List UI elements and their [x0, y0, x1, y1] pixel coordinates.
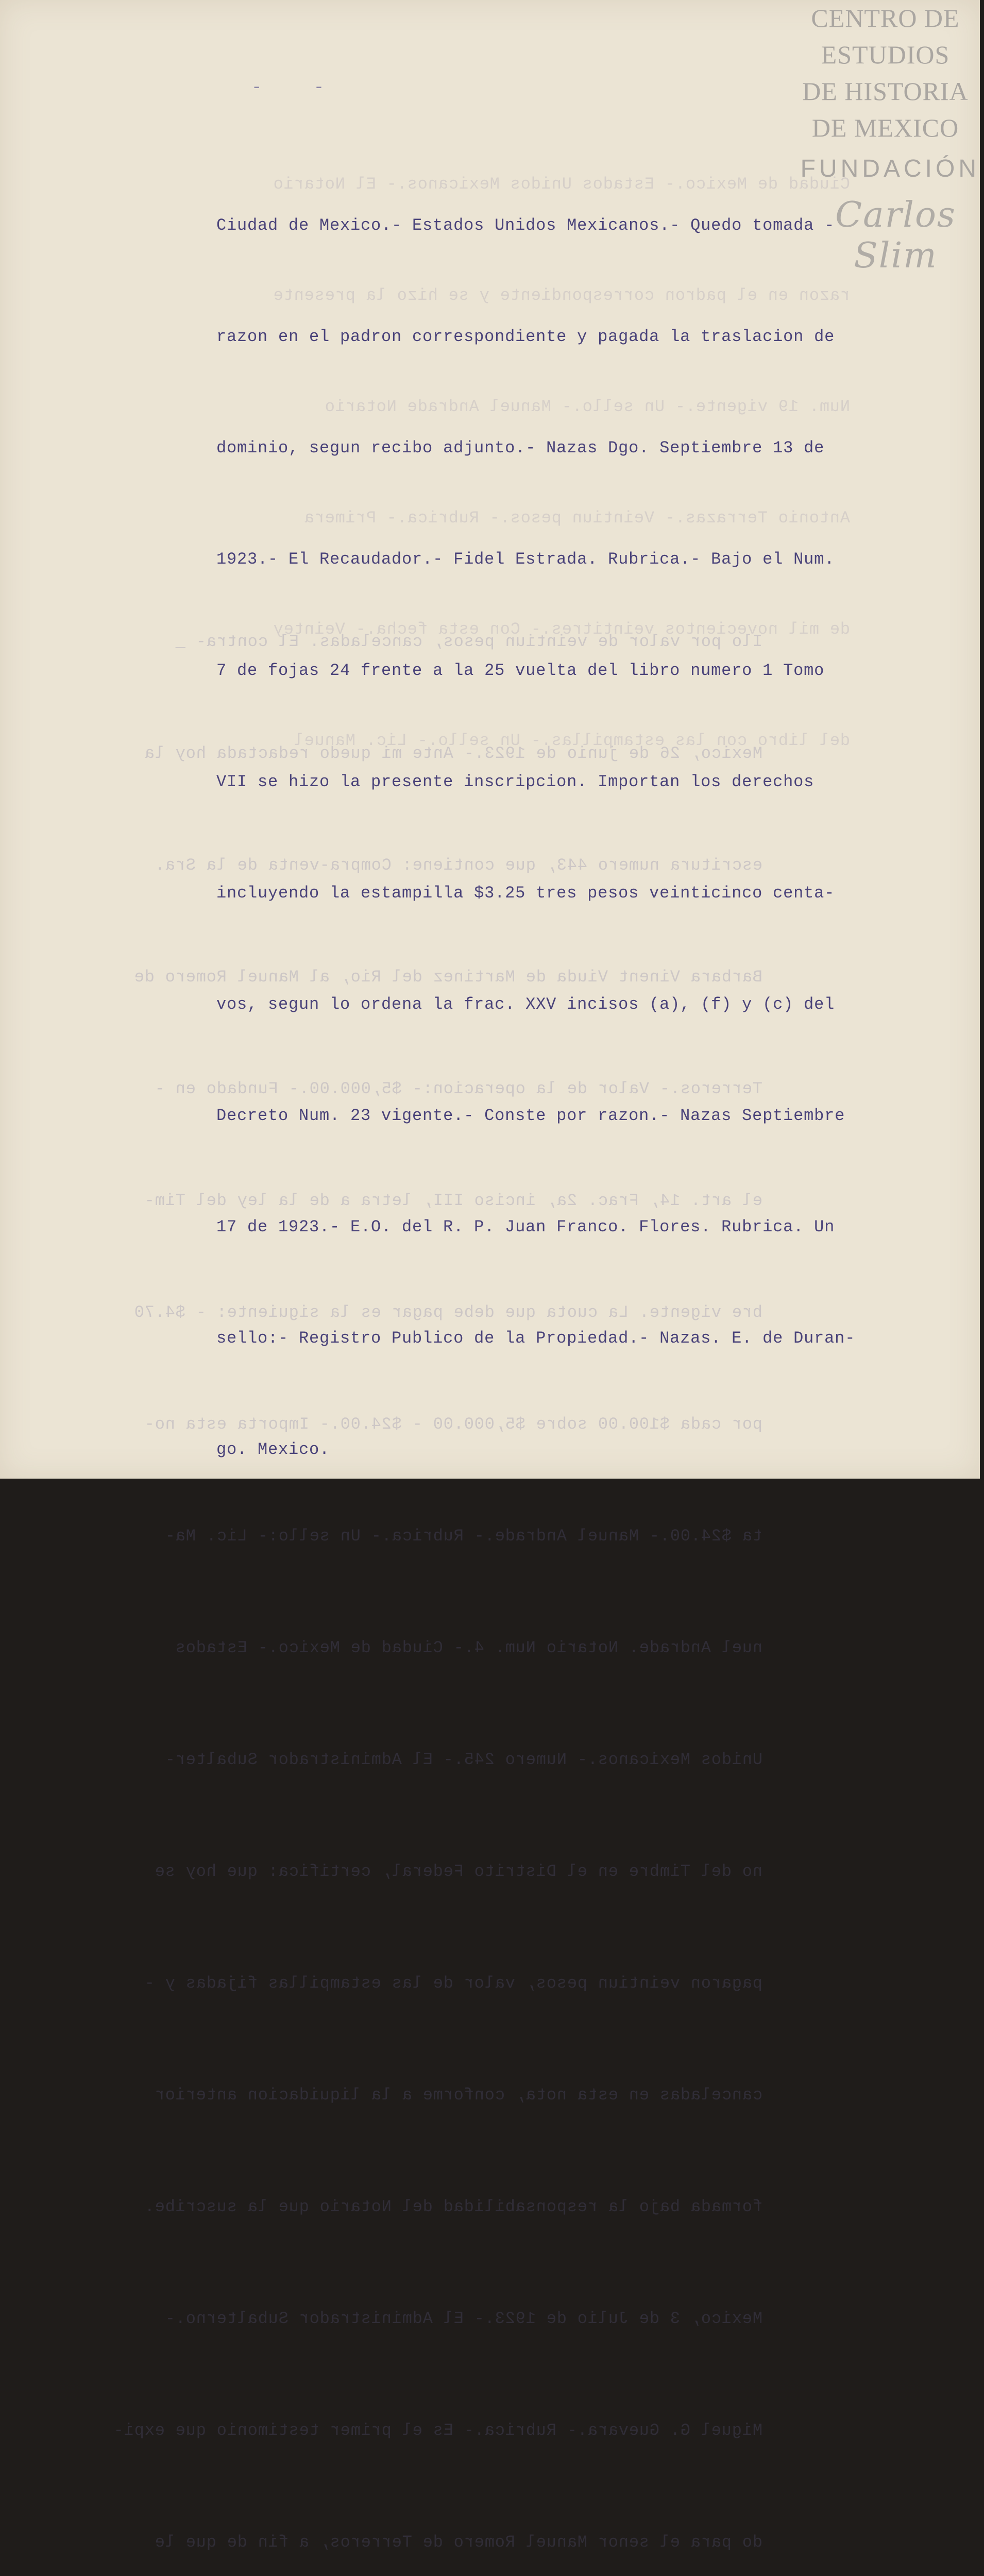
- text-line: razon en el padron correspondiente y pagada la traslacion de: [216, 327, 835, 346]
- bleed-line: Mexico, 3 de Julio de 1923.- El Administrador Subalterno.-: [164, 2309, 762, 2328]
- text-line: 1923.- El Recaudador.- Fidel Estrada. Rubrica.- Bajo el Num.: [216, 550, 835, 569]
- watermark-line: ESTUDIOS: [821, 40, 950, 69]
- bleed-line: do para el senor Manuel Romero de Terreros, a fin de que le: [154, 2533, 762, 2552]
- bleed-line: formada bajo la responsabilidad del Notario que la suscribe.: [144, 2197, 762, 2216]
- bleed-top-line: de mil novecientos veintitres.- Con esta fecha.- Veintey: [273, 620, 850, 639]
- bleed-line: Ilo por valor de veintiun pesos, canceladas. El contra- _: [175, 632, 762, 651]
- text-line: 7 de fojas 24 frente a la 25 vuelta del libro numero 1 Tomo: [216, 661, 825, 680]
- bleed-top-line: Antonio Terrazas.- Veintiun pesos.- Rubrica.- Primera: [303, 509, 850, 528]
- text-line: VII se hizo la presente inscripcion. Importan los derechos: [216, 772, 815, 791]
- bleed-line: canceladas en esta nota, conforme a la liquidacion anterior: [154, 2086, 762, 2105]
- text-line: 17 de 1923.- E.O. del R. P. Juan Franco. Flores. Rubrica. Un: [216, 1217, 835, 1236]
- watermark-line: DE HISTORIA: [802, 77, 969, 106]
- text-line: go. Mexico.: [216, 1440, 330, 1459]
- bleed-line: ta $24.00.- Manuel Andrade.- Rubrica.- Un sello:- Lic. Ma-: [164, 1527, 762, 1546]
- text-line: Ciudad de Mexico.- Estados Unidos Mexicanos.- Quedo tomada -: [216, 216, 835, 235]
- bleed-line: Miguel G. Guevara.- Rubrica.- Es el primer testimonio que expi-: [113, 2421, 762, 2440]
- bleed-line: el art. 14, Frac. 2a, inciso III, letra a de la ley del Tim-: [144, 1191, 762, 1210]
- typed-text: [216, 133, 938, 1543]
- watermark-foundation: FUNDACIÓN: [800, 155, 980, 182]
- text-line: vos, segun lo ordena la frac. XXV incisos (a), (f) y (c) del: [216, 995, 835, 1014]
- bleed-line: bre vigente. La cuota que debe pagar es la siguiente: - $4.70: [133, 1303, 762, 1322]
- bleed-line: pagaron veintiun pesos, valor de las estampillas fijadas y -: [144, 1974, 762, 1993]
- bleed-top-line: Ciudad de Mexico.- Estados Unidos Mexicanos.- El Notario: [273, 175, 850, 194]
- watermark-line: CENTRO DE: [811, 4, 960, 32]
- bleed-line: Unidos Mexicanos.- Numero 245.- El Administrador Subalter-: [164, 1750, 762, 1769]
- bleed-line: por cada $100.00 sobre $5,000.00 - $24.00.- Importa esta no-: [144, 1415, 762, 1434]
- bleed-top-line: del libro con las estampillas.- Un sello.- Lic. Manuel: [293, 731, 850, 750]
- bleed-line: no del Timbre en el Distrito Federal, certifica: que hoy se: [154, 1862, 762, 1881]
- bleed-top-line: Num. 19 vigente.- Un sello.- Manuel Andrade Notario: [324, 397, 850, 416]
- archive-watermark: [791, 0, 980, 276]
- watermark-signature: Carlos Slim: [835, 195, 956, 276]
- bleed-line: escritura numero 443, que contiene: Compra-venta de la Sra.: [154, 856, 762, 875]
- text-line: sello:- Registro Publico de la Propiedad.- Nazas. E. de Duran-: [216, 1329, 856, 1348]
- bleed-line: nuel Andrade. Notario Num. 4.- Ciudad de Mexico.- Estados: [175, 1638, 762, 1657]
- top-dash-mark: - -: [251, 78, 345, 98]
- watermark-line: DE MEXICO: [811, 113, 959, 142]
- text-line: dominio, segun recibo adjunto.- Nazas Dgo. Septiembre 13 de: [216, 438, 825, 457]
- text-line: incluyendo la estampilla $3.25 tres pesos veinticinco centa-: [216, 884, 835, 903]
- bleed-top-line: razon en el padron correspondiente y se hizo la presente: [273, 286, 850, 305]
- text-line: Decreto Num. 23 vigente.- Conste por razon.- Nazas Septiembre: [216, 1106, 845, 1125]
- bleed-line: Mexico, 26 de junio de 1923.- Ante mi quedo redactada hoy la: [144, 744, 762, 763]
- bleed-line: Barbara Vinent Viuda de Martinez del Rio, al Manuel Romero de: [133, 968, 762, 987]
- bleed-line: Terreros.- Valor de la operacion:- $5,000.00.- Fundado en -: [154, 1079, 762, 1098]
